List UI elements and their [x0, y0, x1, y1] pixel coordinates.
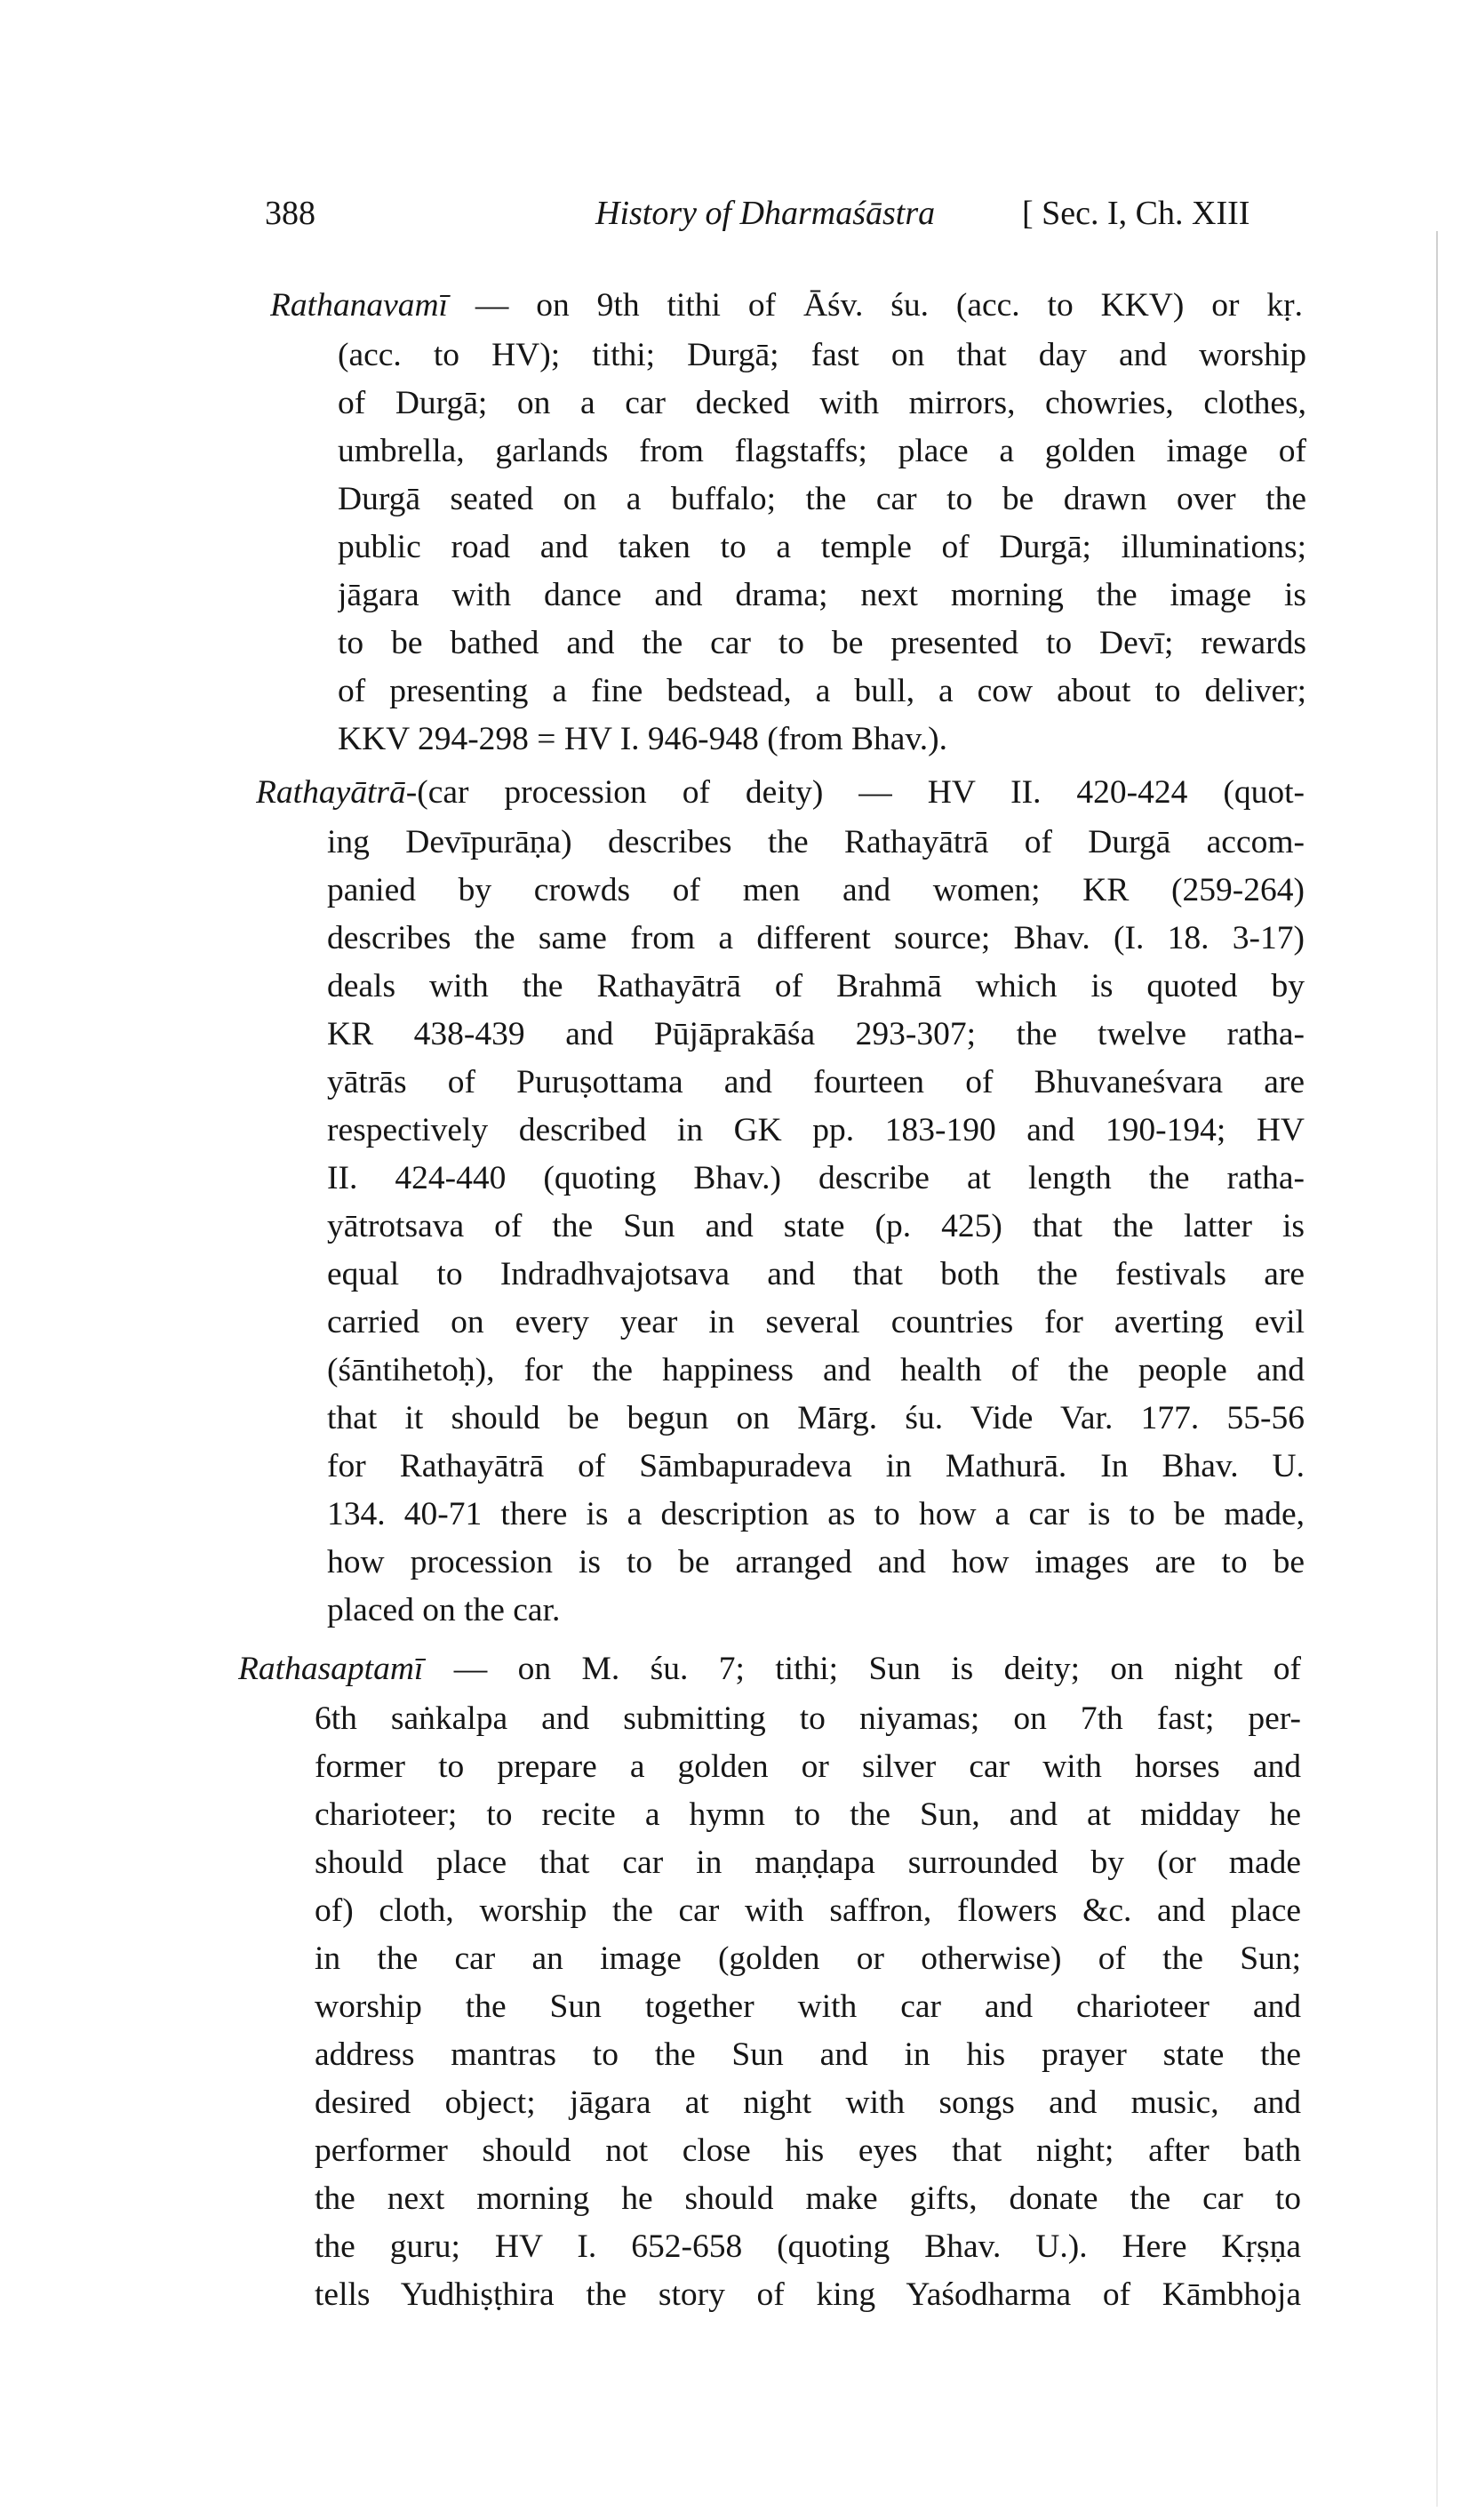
- entry-line: KR 438-439 and Pūjāprakāśa 293-307; the twelve ratha-: [327, 1016, 1305, 1052]
- entry-line: public road and taken to a temple of Durgā; illuminations;: [338, 529, 1306, 565]
- entry-line: former to prepare a golden or silver car with horses and: [315, 1748, 1301, 1785]
- entry-line: equal to Indradhvajotsava and that both the festivals are: [327, 1256, 1305, 1292]
- entry-headword: Rathanavamī: [270, 287, 448, 324]
- entry-line: jāgara with dance and drama; next morning the image is: [338, 577, 1306, 613]
- entry-line: 134. 40-71 there is a description as to how a car is to be made,: [327, 1496, 1305, 1532]
- entry-line: the next morning he should make gifts, donate the car to: [315, 2180, 1301, 2217]
- entry-line: performer should not close his eyes that night; after bath: [315, 2132, 1301, 2169]
- entry-headword: Rathayātrā: [256, 774, 406, 811]
- entry-line: yātrotsava of the Sun and state (p. 425) that the latter is: [327, 1208, 1305, 1244]
- entry-line: placed on the car.: [327, 1592, 561, 1628]
- page-header: [265, 194, 1420, 244]
- entry-line: carried on every year in several countries for averting evil: [327, 1304, 1305, 1340]
- entry-line: ing Devīpurāṇa) describes the Rathayātrā of Durgā accom-: [327, 824, 1305, 860]
- entry-line: deals with the Rathayātrā of Brahmā which is quoted by: [327, 968, 1305, 1004]
- entry-line: (śāntihetoḥ), for the happiness and health of the people and: [327, 1352, 1305, 1388]
- entry-line: the guru; HV I. 652-658 (quoting Bhav. U.). Here Kṛṣṇa: [315, 2228, 1301, 2265]
- entry-headword: Rathasaptamī: [238, 1651, 424, 1687]
- entry-line: of presenting a fine bedstead, a bull, a cow about to deliver;: [338, 673, 1306, 709]
- entry-line: of Durgā; on a car decked with mirrors, chowries, clothes,: [338, 385, 1306, 421]
- entry-line: charioteer; to recite a hymn to the Sun, and at midday he: [315, 1796, 1301, 1833]
- entry-line: panied by crowds of men and women; KR (259-264): [327, 872, 1305, 908]
- entry-line: worship the Sun together with car and charioteer and: [315, 1988, 1301, 2025]
- entry-line: 6th saṅkalpa and submitting to niyamas; on 7th fast; per-: [315, 1700, 1301, 1737]
- entry-line: II. 424-440 (quoting Bhav.) describe at length the ratha-: [327, 1160, 1305, 1196]
- entry-line: KKV 294-298 = HV I. 946-948 (from Bhav.).: [338, 721, 948, 757]
- entry-line: describes the same from a different source; Bhav. (I. 18. 3-17): [327, 920, 1305, 956]
- section-reference: [ Sec. I, Ch. XIII: [1022, 195, 1250, 232]
- scan-margin-line: [1436, 231, 1438, 2507]
- entry-first-line-text: -(car procession of deity) — HV II. 420-424 (quot-: [405, 774, 1305, 811]
- entry-line: should place that car in maṇḍapa surrounded by (or made: [315, 1844, 1301, 1881]
- entry-line: how procession is to be arranged and how images are to be: [327, 1544, 1305, 1580]
- running-title: History of Dharmaśāstra: [595, 195, 936, 232]
- entry-first-line: [270, 284, 1303, 327]
- entry-line: yātrās of Puruṣottama and fourteen of Bhuvaneśvara are: [327, 1064, 1305, 1100]
- entry-line: (acc. to HV); tithi; Durgā; fast on that day and worship: [338, 337, 1306, 373]
- entry-line: for Rathayātrā of Sāmbapuradeva in Mathurā. In Bhav. U.: [327, 1448, 1305, 1484]
- entry-first-line-text: — on M. śu. 7; tithi; Sun is deity; on night of: [423, 1651, 1301, 1687]
- entry-line: Durgā seated on a buffalo; the car to be drawn over the: [338, 481, 1306, 517]
- entry-line: that it should be begun on Mārg. śu. Vide Var. 177. 55-56: [327, 1400, 1305, 1436]
- entry-line: respectively described in GK pp. 183-190 and 190-194; HV: [327, 1112, 1305, 1148]
- entry-line: desired object; jāgara at night with songs and music, and: [315, 2084, 1301, 2121]
- entry-line: to be bathed and the car to be presented to Devī; rewards: [338, 625, 1306, 661]
- entry-first-line-text: — on 9th tithi of Āśv. śu. (acc. to KKV) or kṛ.: [447, 287, 1303, 324]
- entry-first-line: [238, 1648, 1301, 1691]
- entry-line: of) cloth, worship the car with saffron, flowers &c. and place: [315, 1892, 1301, 1929]
- entry-line: in the car an image (golden or otherwise) of the Sun;: [315, 1940, 1301, 1977]
- entry-line: tells Yudhiṣṭhira the story of king Yaśodharma of Kāmbhoja: [315, 2276, 1301, 2313]
- entry-line: umbrella, garlands from flagstaffs; place a golden image of: [338, 433, 1306, 469]
- entry-first-line: [256, 772, 1305, 814]
- entry-line: address mantras to the Sun and in his prayer state the: [315, 2036, 1301, 2073]
- page-number: 388: [265, 195, 315, 232]
